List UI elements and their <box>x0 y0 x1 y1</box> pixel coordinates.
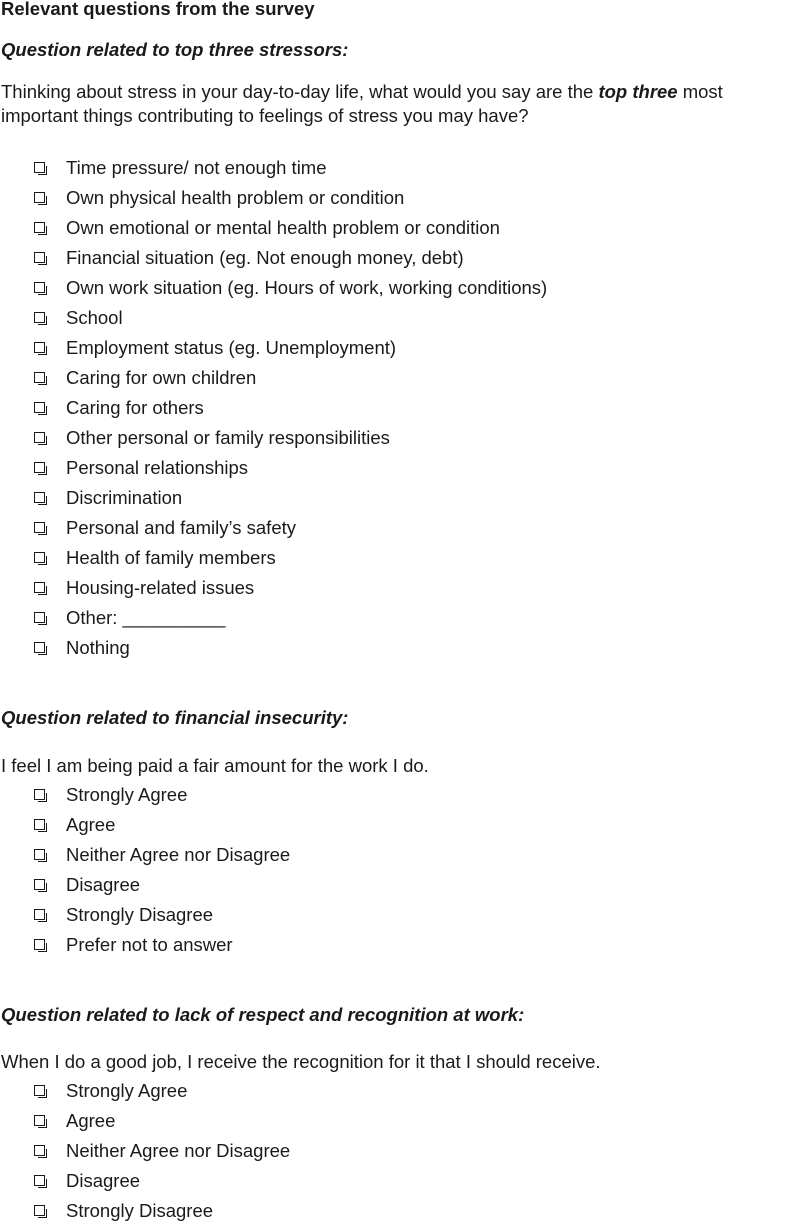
checkbox-icon[interactable] <box>34 282 45 293</box>
q1-text-before: Thinking about stress in your day-to-day life, what would you say are the <box>1 81 599 102</box>
q1-heading: Question related to top three stressors: <box>1 39 349 60</box>
checkbox-icon[interactable] <box>34 1145 45 1156</box>
q2-text: I feel I am being paid a fair amount for the work I do. <box>1 755 429 776</box>
option-label: Personal and family’s safety <box>66 517 296 538</box>
checkbox-icon[interactable] <box>34 432 45 443</box>
q2-heading: Question related to financial insecurity: <box>1 707 349 728</box>
checkbox-icon[interactable] <box>34 552 45 563</box>
q3-heading: Question related to lack of respect and recognition at work: <box>1 1004 525 1025</box>
checkbox-icon[interactable] <box>34 492 45 503</box>
checkbox-icon[interactable] <box>34 909 45 920</box>
option-label: Discrimination <box>66 487 183 508</box>
option-label: Neither Agree nor Disagree <box>66 1140 291 1161</box>
checkbox-icon[interactable] <box>34 342 45 353</box>
option-label: Housing-related issues <box>66 577 255 598</box>
checkbox-icon[interactable] <box>34 1205 45 1216</box>
checkbox-icon[interactable] <box>34 879 45 890</box>
option-label: Time pressure/ not enough time <box>66 157 327 178</box>
option-label: Disagree <box>66 874 141 895</box>
checkbox-icon[interactable] <box>34 1175 45 1186</box>
option-label: Other personal or family responsibilities <box>66 427 390 448</box>
option-label: Strongly Agree <box>66 1080 188 1101</box>
checkbox-icon[interactable] <box>34 819 45 830</box>
option-label: Own work situation (eg. Hours of work, working conditions) <box>66 277 548 298</box>
checkbox-icon[interactable] <box>34 939 45 950</box>
checkbox-icon[interactable] <box>34 612 45 623</box>
option-label: Other: __________ <box>66 607 226 628</box>
option-label: Nothing <box>66 637 130 658</box>
option-label: Strongly Disagree <box>66 904 214 925</box>
option-label: Financial situation (eg. Not enough money, debt) <box>66 247 464 268</box>
q3-text: When I do a good job, I receive the recognition for it that I should receive. <box>1 1051 601 1072</box>
checkbox-icon[interactable] <box>34 849 45 860</box>
checkbox-icon[interactable] <box>34 162 45 173</box>
option-label: Neither Agree nor Disagree <box>66 844 291 865</box>
option-label: Agree <box>66 1110 116 1131</box>
option-label: Own emotional or mental health problem or condition <box>66 217 500 238</box>
option-label: Strongly Agree <box>66 784 188 805</box>
checkbox-icon[interactable] <box>34 789 45 800</box>
page-title: Relevant questions from the survey <box>1 0 315 19</box>
checkbox-icon[interactable] <box>34 642 45 653</box>
checkbox-icon[interactable] <box>34 462 45 473</box>
q1-text-emphasis: top three <box>598 81 678 102</box>
checkbox-icon[interactable] <box>34 192 45 203</box>
option-label: Agree <box>66 814 116 835</box>
option-label: Caring for own children <box>66 367 257 388</box>
checkbox-icon[interactable] <box>34 582 45 593</box>
checkbox-icon[interactable] <box>34 522 45 533</box>
option-label: Personal relationships <box>66 457 249 478</box>
option-label: Prefer not to answer <box>66 934 233 955</box>
q1-text <box>1 80 791 127</box>
checkbox-icon[interactable] <box>34 1085 45 1096</box>
option-label: Employment status (eg. Unemployment) <box>66 337 397 358</box>
checkbox-icon[interactable] <box>34 402 45 413</box>
option-label: Health of family members <box>66 547 276 568</box>
option-label: Strongly Disagree <box>66 1200 214 1221</box>
q1-text-after: most important things contributing to feelings of stress you may have? <box>1 81 723 126</box>
checkbox-icon[interactable] <box>34 252 45 263</box>
checkbox-icon[interactable] <box>34 222 45 233</box>
checkbox-icon[interactable] <box>34 1115 45 1126</box>
option-label: Caring for others <box>66 397 204 418</box>
option-label: School <box>66 307 123 328</box>
option-label: Disagree <box>66 1170 141 1191</box>
option-label: Own physical health problem or condition <box>66 187 405 208</box>
checkbox-icon[interactable] <box>34 312 45 323</box>
checkbox-icon[interactable] <box>34 372 45 383</box>
